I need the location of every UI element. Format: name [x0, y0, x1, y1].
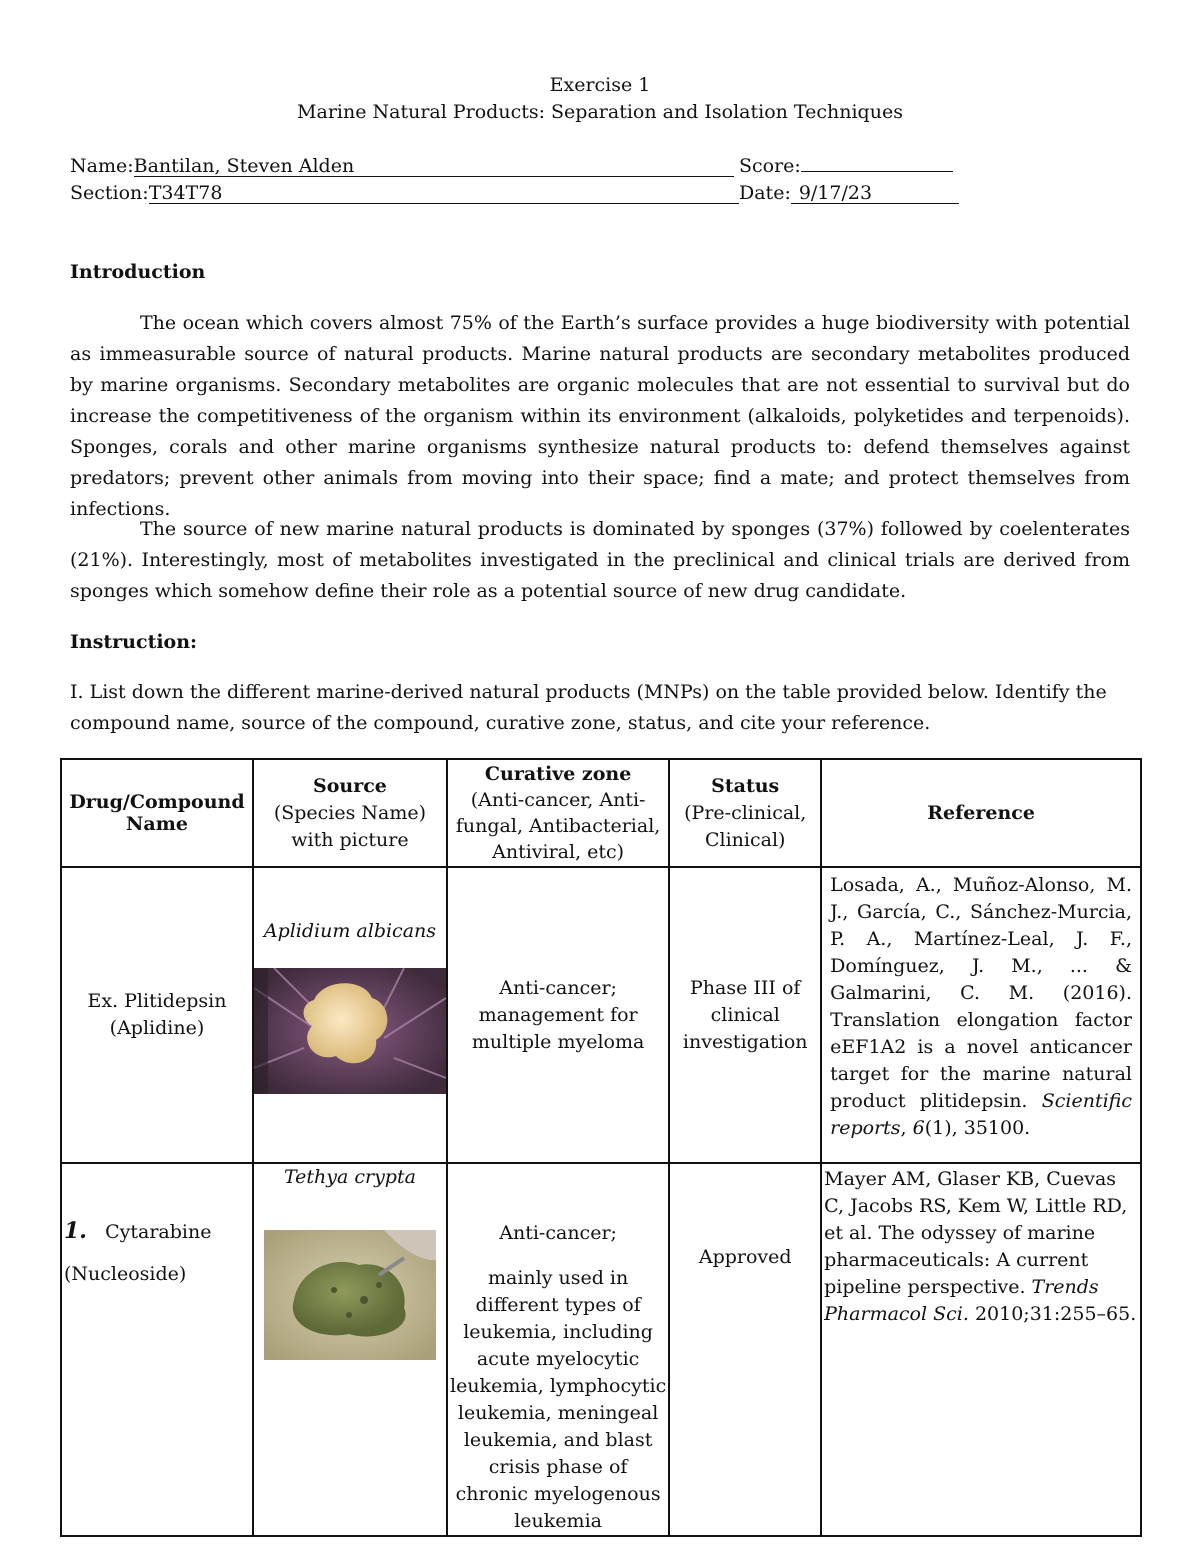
zone-cell: Anti-cancer; management for multiple myeloma: [447, 867, 669, 1163]
header-curative-zone: Curative zone (Anti-cancer, Anti-fungal, Antibacterial, Antiviral, etc): [447, 759, 669, 867]
reference-cell: Losada, A., Muñoz-Alonso, M. J., García, C., Sánchez-Murcia, P. A., Martínez-Leal, J. F., Domínguez, J. M., ... & Galmarini, C. M. (2016). Translation elongation factor eEF1A2 is a novel anticancer target for the marine natural product plitidepsin. Scientific reports, 6(1), 35100.: [821, 867, 1141, 1163]
header-reference: Reference: [821, 759, 1141, 867]
section-value: T34T78: [149, 183, 739, 204]
section-label: Section:: [70, 182, 149, 204]
introduction-paragraph-1: The ocean which covers almost 75% of the Earth’s surface provides a huge biodiversity with potential as immeasurable source of natural products. Marine natural products are secondary metabolites produced by marine organisms. Secondary metabolites are organic molecules that are not essential to survival but do increase the competitiveness of the organism within its environment (alkaloids, polyketides and terpenoids). Sponges, corals and other marine organisms synthesize natural products to: defend themselves against predators; prevent other animals from moving into their space; find a mate; and protect themselves from infections.: [70, 312, 1130, 520]
date-field: [739, 182, 959, 204]
tethya-photo: [264, 1230, 436, 1360]
table-header-row: [61, 759, 1141, 867]
mnp-table: [60, 758, 1142, 1537]
name-label: Name:: [70, 155, 134, 177]
instruction-text: I. List down the different marine-derived natural products (MNPs) on the table provided below. Identify the compound name, source of the compound, curative zone, status, and cite your reference.: [70, 681, 1107, 734]
drug-cell: 1. Cytarabine (Nucleoside): [61, 1163, 253, 1536]
header-drug: Drug/Compound Name: [61, 759, 253, 867]
section-field: [70, 182, 739, 204]
source-cell: [253, 1163, 447, 1536]
date-value: 9/17/23: [791, 183, 959, 204]
header-status: Status (Pre-clinical, Clinical): [669, 759, 821, 867]
table-row: [61, 867, 1141, 1163]
aplidium-photo: [254, 968, 446, 1094]
reference-cell: Mayer AM, Glaser KB, Cuevas C, Jacobs RS, Kem W, Little RD, et al. The odyssey of marine pharmaceuticals: A current pipeline perspective. Trends Pharmacol Sci. 2010;31:255–65.: [821, 1163, 1141, 1536]
date-label: Date:: [739, 182, 791, 204]
name-value: Bantilan, Steven Alden: [134, 156, 734, 177]
species-name: Aplidium albicans: [263, 920, 437, 942]
table-row: [61, 1163, 1141, 1536]
status-cell: Phase III of clinical investigation: [669, 867, 821, 1163]
introduction-paragraph-2: The source of new marine natural products is dominated by sponges (37%) followed by coelenterates (21%). Interestingly, most of metabolites investigated in the preclinical and clinical trials are derived from sponges which somehow define their role as a potential source of new drug candidate.: [70, 518, 1130, 602]
exercise-title: Marine Natural Products: Separation and Isolation Techniques: [297, 101, 903, 123]
zone-cell: Anti-cancer; mainly used in different types of leukemia, including acute myelocytic leukemia, lymphocytic leukemia, meningeal leukemia, and blast crisis phase of chronic myelogenous leukemia: [447, 1163, 669, 1536]
score-label: Score:: [739, 155, 801, 177]
status-cell: Approved: [669, 1163, 821, 1536]
source-cell: [253, 867, 447, 1163]
score-field: [739, 155, 953, 177]
row-number: 1.: [64, 1218, 87, 1244]
species-name: Tethya crypta: [283, 1166, 416, 1188]
exercise-number: Exercise 1: [549, 74, 651, 96]
drug-cell: Ex. Plitidepsin (Aplidine): [61, 867, 253, 1163]
score-value: [801, 171, 953, 172]
introduction-heading: Introduction: [70, 261, 206, 283]
name-field: [70, 155, 734, 177]
instruction-heading: Instruction:: [70, 631, 198, 653]
header-source: Source (Species Name) with picture: [253, 759, 447, 867]
